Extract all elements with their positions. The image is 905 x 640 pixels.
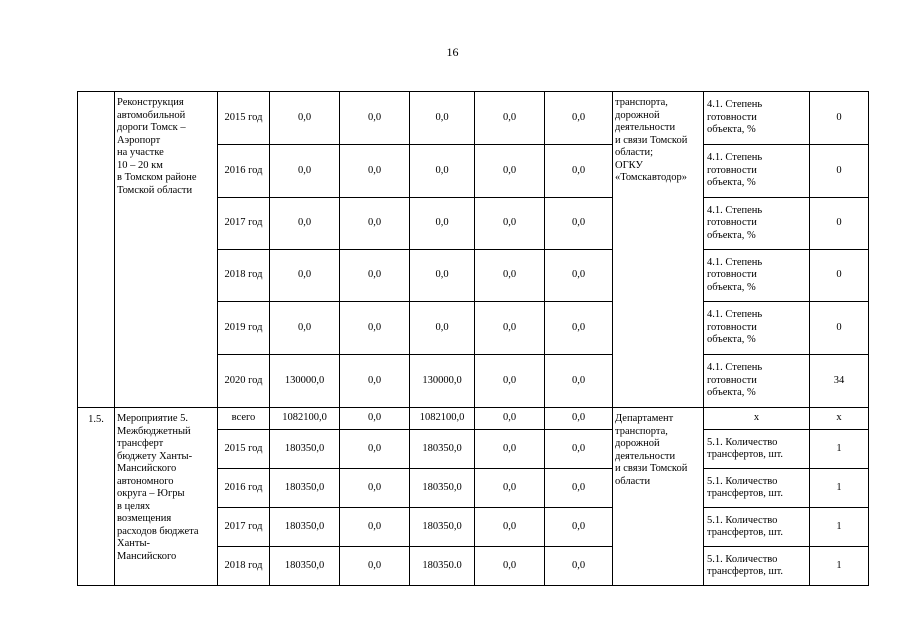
period-cell: 2017 год — [218, 508, 270, 547]
period-cell: 2015 год — [218, 430, 270, 469]
regional-cell: 180350.0 — [410, 547, 475, 586]
total-cell: 180350,0 — [270, 430, 340, 469]
total-cell: 180350,0 — [270, 547, 340, 586]
extra-cell: 0,0 — [545, 92, 613, 145]
regional-cell: 0,0 — [410, 198, 475, 250]
regional-cell: 130000,0 — [410, 355, 475, 408]
extra-cell: 0,0 — [545, 508, 613, 547]
local-cell: 0,0 — [475, 92, 545, 145]
item-number: 1.5. — [78, 408, 115, 586]
table-body — [78, 92, 869, 586]
local-cell: 0,0 — [475, 355, 545, 408]
federal-cell: 0,0 — [340, 508, 410, 547]
total-cell: 180350,0 — [270, 508, 340, 547]
period-cell: 2016 год — [218, 145, 270, 198]
federal-cell: 0,0 — [340, 198, 410, 250]
period-cell: всего — [218, 408, 270, 430]
indicator-value: 0 — [810, 302, 869, 355]
period-cell: 2016 год — [218, 469, 270, 508]
total-cell: 180350,0 — [270, 469, 340, 508]
item-name: Мероприятие 5. Межбюджетный трансферт бюджету Ханты- Мансийского автономного округа – Югры в целях возмещения расходов бюджета Ханты- Мансийского — [115, 408, 218, 586]
indicator-value: 1 — [810, 547, 869, 586]
indicator-name: 4.1. Степень готовности объекта, % — [704, 198, 810, 250]
local-cell: 0,0 — [475, 547, 545, 586]
local-cell: 0,0 — [475, 198, 545, 250]
page-number: 16 — [446, 45, 459, 59]
indicator-value: 0 — [810, 92, 869, 145]
extra-cell: 0,0 — [545, 145, 613, 198]
indicator-name: 4.1. Степень готовности объекта, % — [704, 92, 810, 145]
extra-cell: 0,0 — [545, 430, 613, 469]
period-cell: 2018 год — [218, 547, 270, 586]
regional-cell: 0,0 — [410, 302, 475, 355]
total-cell: 0,0 — [270, 250, 340, 302]
indicator-name: 5.1. Количество трансфертов, шт. — [704, 547, 810, 586]
extra-cell: 0,0 — [545, 250, 613, 302]
indicator-name: 4.1. Степень готовности объекта, % — [704, 145, 810, 198]
indicator-value: 1 — [810, 430, 869, 469]
extra-cell: 0,0 — [545, 469, 613, 508]
indicator-value: x — [810, 408, 869, 430]
period-cell: 2018 год — [218, 250, 270, 302]
executor-cell: Департамент транспорта, дорожной деятельности и связи Томской области — [613, 408, 704, 586]
regional-cell: 1082100,0 — [410, 408, 475, 430]
local-cell: 0,0 — [475, 250, 545, 302]
federal-cell: 0,0 — [340, 408, 410, 430]
indicator-name: 4.1. Степень готовности объекта, % — [704, 250, 810, 302]
indicator-value: 1 — [810, 508, 869, 547]
executor-cell: транспорта, дорожной деятельности и связи Томской области; ОГКУ «Томскавтодор» — [613, 92, 704, 408]
extra-cell: 0,0 — [545, 355, 613, 408]
indicator-name: 5.1. Количество трансфертов, шт. — [704, 508, 810, 547]
regional-cell: 0,0 — [410, 250, 475, 302]
extra-cell: 0,0 — [545, 547, 613, 586]
table-row — [78, 92, 869, 145]
local-cell: 0,0 — [475, 302, 545, 355]
total-cell: 130000,0 — [270, 355, 340, 408]
federal-cell: 0,0 — [340, 302, 410, 355]
federal-cell: 0,0 — [340, 92, 410, 145]
period-cell: 2015 год — [218, 92, 270, 145]
local-cell: 0,0 — [475, 508, 545, 547]
local-cell: 0,0 — [475, 430, 545, 469]
total-cell: 0,0 — [270, 92, 340, 145]
table-row — [78, 408, 869, 430]
period-cell: 2020 год — [218, 355, 270, 408]
local-cell: 0,0 — [475, 408, 545, 430]
total-cell: 1082100,0 — [270, 408, 340, 430]
federal-cell: 0,0 — [340, 430, 410, 469]
regional-cell: 180350,0 — [410, 430, 475, 469]
local-cell: 0,0 — [475, 469, 545, 508]
period-cell: 2017 год — [218, 198, 270, 250]
total-cell: 0,0 — [270, 198, 340, 250]
extra-cell: 0,0 — [545, 408, 613, 430]
indicator-name: 5.1. Количество трансфертов, шт. — [704, 469, 810, 508]
item-name: Реконструкция автомобильной дороги Томск – Аэропорт на участке 10 – 20 км в Томском районе Томской области — [115, 92, 218, 408]
federal-cell: 0,0 — [340, 250, 410, 302]
total-cell: 0,0 — [270, 145, 340, 198]
item-number — [78, 92, 115, 408]
indicator-value: 0 — [810, 145, 869, 198]
indicator-value: 0 — [810, 198, 869, 250]
extra-cell: 0,0 — [545, 198, 613, 250]
regional-cell: 180350,0 — [410, 508, 475, 547]
federal-cell: 0,0 — [340, 355, 410, 408]
indicator-name: x — [704, 408, 810, 430]
extra-cell: 0,0 — [545, 302, 613, 355]
indicator-value: 34 — [810, 355, 869, 408]
federal-cell: 0,0 — [340, 469, 410, 508]
indicator-name: 4.1. Степень готовности объекта, % — [704, 355, 810, 408]
indicator-value: 1 — [810, 469, 869, 508]
total-cell: 0,0 — [270, 302, 340, 355]
indicator-name: 4.1. Степень готовности объекта, % — [704, 302, 810, 355]
period-cell: 2019 год — [218, 302, 270, 355]
regional-cell: 0,0 — [410, 92, 475, 145]
federal-cell: 0,0 — [340, 145, 410, 198]
regional-cell: 0,0 — [410, 145, 475, 198]
regional-cell: 180350,0 — [410, 469, 475, 508]
indicator-name: 5.1. Количество трансфертов, шт. — [704, 430, 810, 469]
program-table — [77, 91, 869, 586]
local-cell: 0,0 — [475, 145, 545, 198]
indicator-value: 0 — [810, 250, 869, 302]
federal-cell: 0,0 — [340, 547, 410, 586]
